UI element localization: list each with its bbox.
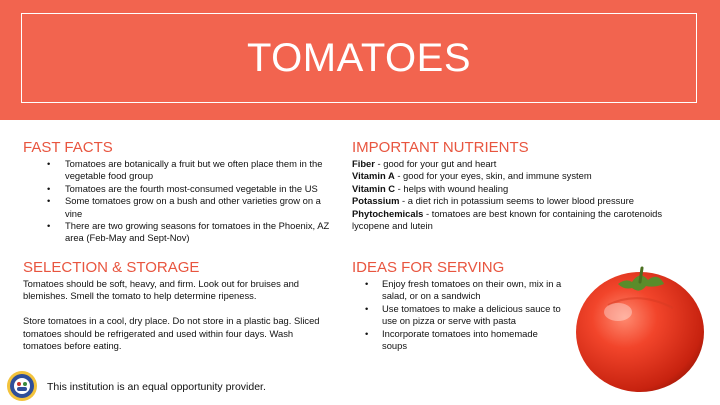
selection-heading: SELECTION & STORAGE: [23, 259, 200, 276]
serving-list: [352, 278, 562, 352]
nutrient-desc: - good for your gut and heart: [374, 158, 497, 169]
nutrient-name: Potassium: [352, 195, 400, 207]
fast-facts-section: [23, 158, 333, 245]
nutrient-desc: - good for your eyes, skin, and immune system: [394, 170, 592, 182]
tomato-illustration: [568, 250, 708, 400]
nutrient-name: Fiber: [352, 158, 375, 169]
fast-facts-heading: FAST FACTS: [23, 139, 113, 156]
list-item: • Incorporate tomatoes into homemade soups: [352, 328, 562, 353]
nutrient-name: Vitamin A: [352, 170, 395, 182]
list-item: • Tomatoes are botanically a fruit but we often place them in the vegetable food group: [23, 158, 333, 183]
nutrient-name: Phytochemicals: [352, 207, 424, 219]
institution-seal-icon: [6, 370, 38, 402]
list-item: • Enjoy fresh tomatoes on their own, mix in a salad, or on a sandwich: [352, 278, 562, 303]
nutrient-name: Vitamin C: [352, 182, 396, 194]
footer-statement: This institution is an equal opportunity provider.: [47, 381, 266, 393]
page-title: TOMATOES: [246, 35, 472, 80]
title-frame: [21, 13, 697, 103]
fast-facts-list: [23, 158, 333, 245]
serving-heading: IDEAS FOR SERVING: [352, 259, 505, 276]
list-item: • Tomatoes are the fourth most-consumed vegetable in the US: [23, 183, 333, 195]
nutrient-desc: - tomatoes are best known for containing the carotenoids lycopene and lutein: [352, 207, 663, 232]
nutrient-desc: - helps with wound healing: [395, 182, 509, 194]
list-item: • There are two growing seasons for tomatoes in the Phoenix, AZ area (Feb-May and Sept-Nov): [23, 220, 333, 245]
nutrient-row: [352, 183, 692, 195]
selection-section: [23, 278, 333, 352]
nutrients-section: [352, 158, 692, 232]
selection-paragraph: Tomatoes should be soft, heavy, and firm. Look out for bruises and blemishes. Smell the tomato to help determine ripeness.: [23, 278, 300, 302]
list-item: • Some tomatoes grow on a bush and other varieties grow on a vine: [23, 195, 333, 220]
title-banner: [0, 0, 720, 120]
storage-paragraph: Store tomatoes in a cool, dry place. Do not store in a plastic bag. Sliced tomatoes should be refrigerated and used within four days. Wash tomatoes before eating.: [23, 315, 320, 352]
nutrient-desc: - a diet rich in potassium seems to lower blood pressure: [399, 195, 634, 207]
serving-section: [352, 278, 562, 352]
list-item: • Use tomatoes to make a delicious sauce to use on pizza or serve with pasta: [352, 303, 562, 328]
nutrient-row: [352, 158, 692, 170]
nutrient-row: [352, 170, 692, 182]
nutrient-row: [352, 195, 692, 207]
nutrient-row: [352, 208, 692, 233]
nutrients-heading: IMPORTANT NUTRIENTS: [352, 139, 529, 156]
